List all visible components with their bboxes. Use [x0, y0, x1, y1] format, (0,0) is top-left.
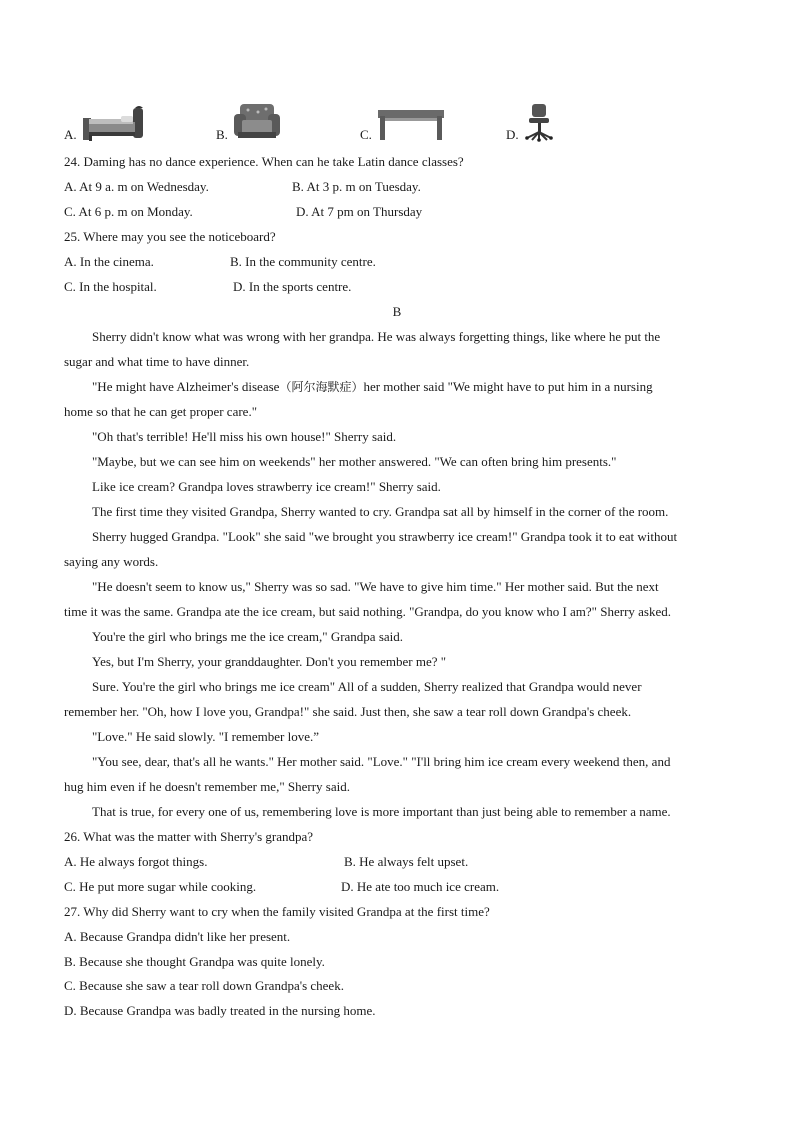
passage-text: "He might have Alzheimer's disease	[92, 379, 280, 394]
passage-text: her mother said "We might have to put him in a nursing	[363, 379, 653, 394]
section-heading: B	[392, 304, 402, 319]
office-chair-icon	[523, 102, 557, 142]
bed-icon	[81, 104, 145, 142]
q24-option-c: C. At 6 p. m on Monday.	[64, 204, 193, 219]
passage-line: That is true, for every one of us, remembering love is more important than just being able to remember a name.	[92, 804, 671, 819]
passage-line: The first time they visited Grandpa, Sherry wanted to cry. Grandpa sat all by himself in the corner of the room.	[92, 504, 669, 519]
passage-line: "He doesn't seem to know us," Sherry was so sad. "We have to give him time." Her mother said. But the next	[92, 579, 659, 594]
passage-line: sugar and what time to have dinner.	[64, 354, 250, 369]
q24-option-d: D. At 7 pm on Thursday	[296, 204, 423, 219]
passage-line: "Maybe, but we can see him on weekends" her mother answered. "We can often bring him presents."	[92, 454, 617, 469]
option-label: D.	[506, 127, 519, 142]
passage-line: Sure. You're the girl who brings me ice cream" All of a sudden, Sherry realized that Grandpa would never	[92, 679, 642, 694]
passage-line: Like ice cream? Grandpa loves strawberry ice cream!" Sherry said.	[92, 479, 441, 494]
chinese-annotation: （阿尔海默症）	[279, 380, 364, 394]
passage-line: Sherry hugged Grandpa. "Look" she said "we brought you strawberry ice cream!" Grandpa took it to eat without	[92, 529, 678, 544]
armchair-icon	[232, 102, 284, 142]
q27-option-d: D. Because Grandpa was badly treated in the nursing home.	[64, 1003, 376, 1018]
q23-option-b	[216, 102, 284, 142]
passage-line: saying any words.	[64, 554, 159, 569]
q25-option-b: B. In the community centre.	[230, 254, 376, 269]
q23-option-a	[64, 104, 145, 142]
q24-option-b: B. At 3 p. m on Tuesday.	[292, 179, 421, 194]
q25-option-c: C. In the hospital.	[64, 279, 157, 294]
q27-option-b: B. Because she thought Grandpa was quite lonely.	[64, 954, 325, 969]
q26-option-b: B. He always felt upset.	[344, 854, 469, 869]
q26-option-c: C. He put more sugar while cooking.	[64, 879, 257, 894]
q25-question: 25. Where may you see the noticeboard?	[64, 229, 276, 244]
passage-line: remember her. "Oh, how I love you, Grandpa!" she said. Just then, she saw a tear roll down Grandpa's cheek.	[64, 704, 632, 719]
passage-line: home so that he can get proper care."	[64, 404, 258, 419]
passage-line: You're the girl who brings me the ice cream," Grandpa said.	[92, 629, 404, 644]
q27-option-c: C. Because she saw a tear roll down Grandpa's cheek.	[64, 978, 344, 993]
option-label: C.	[360, 127, 372, 142]
q24-question: 24. Daming has no dance experience. When can he take Latin dance classes?	[64, 154, 464, 169]
q27-option-a: A. Because Grandpa didn't like her present.	[64, 929, 291, 944]
passage-line: "You see, dear, that's all he wants." Her mother said. "Love." "I'll bring him ice cream every weekend then, and	[92, 754, 671, 769]
passage-line: "Oh that's terrible! He'll miss his own house!" Sherry said.	[92, 429, 397, 444]
q23-option-d	[506, 102, 557, 142]
desk-icon	[376, 108, 446, 142]
q23-picture-options	[64, 96, 764, 146]
q26-question: 26. What was the matter with Sherry's grandpa?	[64, 829, 314, 844]
q24-option-a: A. At 9 a. m on Wednesday.	[64, 179, 209, 194]
passage-line: time it was the same. Grandpa ate the ice cream, but said nothing. "Grandpa, do you know who I am?" Sherry asked.	[64, 604, 671, 619]
passage-line: hug him even if he doesn't remember me," Sherry said.	[64, 779, 350, 794]
passage-line	[92, 379, 653, 395]
q25-option-a: A. In the cinema.	[64, 254, 154, 269]
q27-question: 27. Why did Sherry want to cry when the family visited Grandpa at the first time?	[64, 904, 490, 919]
passage-line: "Love." He said slowly. "I remember love.”	[92, 729, 319, 744]
option-label: A.	[64, 127, 77, 142]
q23-option-c	[360, 108, 446, 142]
q26-option-a: A. He always forgot things.	[64, 854, 208, 869]
option-label: B.	[216, 127, 228, 142]
passage-line: Sherry didn't know what was wrong with her grandpa. He was always forgetting things, like where he put the	[92, 329, 661, 344]
q25-option-d: D. In the sports centre.	[233, 279, 352, 294]
passage-line: Yes, but I'm Sherry, your granddaughter. Don't you remember me? "	[92, 654, 447, 669]
q26-option-d: D. He ate too much ice cream.	[341, 879, 500, 894]
